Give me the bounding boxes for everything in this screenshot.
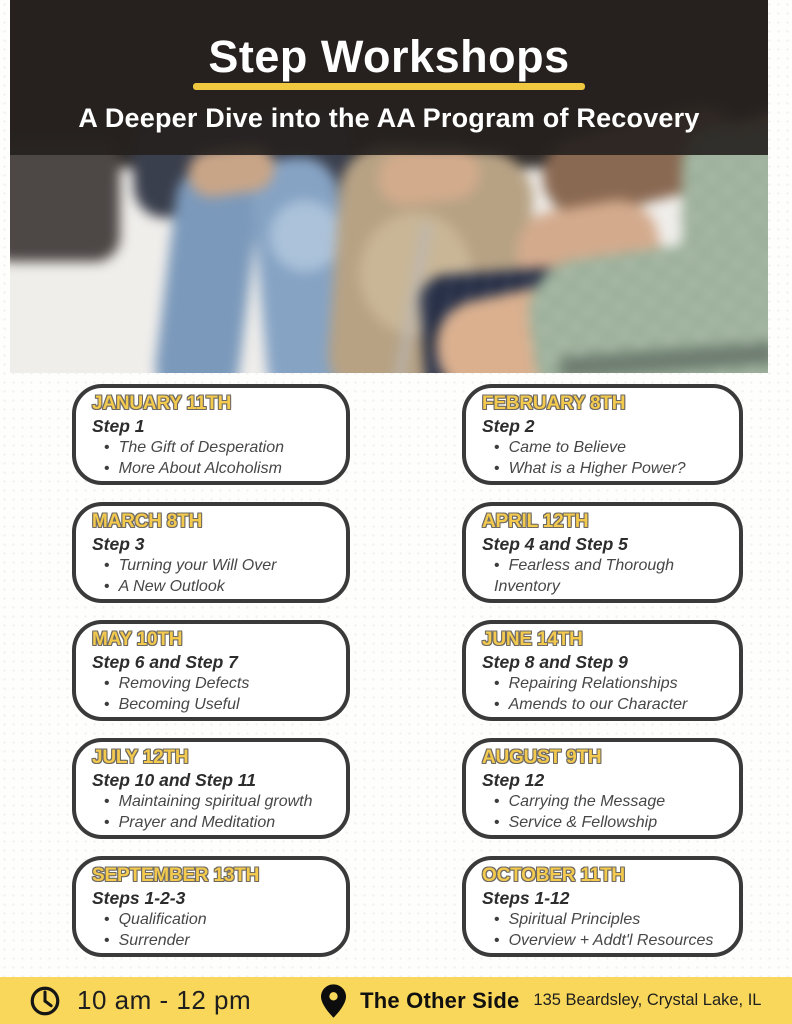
workshop-topic-list (482, 555, 727, 597)
workshop-topic: • Removing Defects (104, 673, 334, 694)
header-overlay (10, 0, 768, 155)
workshop-topic: • Turning your Will Over (104, 555, 334, 576)
workshop-grid (72, 384, 743, 957)
location-pin-icon (321, 984, 346, 1018)
footer-address: 135 Beardsley, Crystal Lake, IL (533, 991, 762, 1009)
footer-time: 10 am - 12 pm (77, 985, 252, 1015)
workshop-topic: • Carrying the Message (494, 791, 727, 812)
workshop-topic-list (92, 909, 334, 951)
workshop-topic: • What is a Higher Power? (494, 458, 727, 479)
workshop-date: JUNE 14TH (482, 629, 583, 650)
workshop-topic: • Surrender (104, 930, 334, 951)
workshop-card (72, 384, 350, 485)
workshop-date: SEPTEMBER 13TH (92, 865, 260, 886)
workshop-topic-list (92, 791, 334, 833)
photo-chair-left (10, 139, 120, 261)
workshop-topic: • Fearless and Thorough Inventory (494, 555, 727, 597)
workshop-topic-list (92, 555, 334, 597)
workshop-topic-list (482, 437, 727, 479)
workshop-step: Step 6 and Step 7 (92, 652, 238, 672)
workshop-card (462, 502, 743, 603)
workshop-step: Step 4 and Step 5 (482, 534, 628, 554)
workshop-topic: • Service & Fellowship (494, 812, 727, 833)
workshop-step: Step 8 and Step 9 (482, 652, 628, 672)
workshop-step: Step 3 (92, 534, 145, 554)
workshop-topic: • Came to Believe (494, 437, 727, 458)
workshop-card (462, 738, 743, 839)
workshop-card (72, 620, 350, 721)
workshop-step: Step 12 (482, 770, 545, 790)
workshop-topic-list (482, 673, 727, 715)
workshop-topic: • Prayer and Meditation (104, 812, 334, 833)
workshop-date: AUGUST 9TH (482, 747, 602, 768)
clock-icon (28, 984, 62, 1018)
workshop-topic-list (92, 673, 334, 715)
workshop-card (72, 856, 350, 957)
workshop-step: Step 1 (92, 416, 145, 436)
page-subtitle: A Deeper Dive into the AA Program of Recovery (78, 103, 700, 134)
workshop-card (72, 738, 350, 839)
workshop-step: Step 10 and Step 11 (92, 770, 257, 790)
workshop-step: Steps 1-2-3 (92, 888, 186, 908)
group-photo (10, 0, 768, 373)
workshop-date: MAY 10TH (92, 629, 183, 650)
workshop-card (462, 856, 743, 957)
footer-venue: The Other Side (360, 987, 520, 1013)
workshop-card (462, 620, 743, 721)
workshop-step: Step 2 (482, 416, 535, 436)
workshop-card (72, 502, 350, 603)
workshop-topic-list (92, 437, 334, 479)
workshop-topic: • Overview + Addt'l Resources (494, 930, 727, 951)
workshop-topic: • Amends to our Character (494, 694, 727, 715)
workshop-topic: • Maintaining spiritual growth (104, 791, 334, 812)
workshop-date: APRIL 12TH (482, 511, 589, 532)
workshop-topic: • A New Outlook (104, 576, 334, 597)
workshop-card (462, 384, 743, 485)
workshop-topic: • Qualification (104, 909, 334, 930)
workshop-topic: • Becoming Useful (104, 694, 334, 715)
workshop-date: JULY 12TH (92, 747, 189, 768)
workshop-topic: • More About Alcoholism (104, 458, 334, 479)
workshop-date: FEBRUARY 8TH (482, 393, 626, 414)
workshop-topic: • The Gift of Desperation (104, 437, 334, 458)
workshop-topic-list (482, 909, 727, 951)
footer-bar (0, 977, 792, 1024)
workshop-date: JANUARY 11TH (92, 393, 232, 414)
workshop-date: OCTOBER 11TH (482, 865, 625, 886)
workshop-topic: • Spiritual Principles (494, 909, 727, 930)
page-title: Step Workshops (208, 31, 570, 82)
workshop-date: MARCH 8TH (92, 511, 203, 532)
photo-jeans-knee (270, 200, 341, 271)
workshop-topic-list (482, 791, 727, 833)
workshop-topic: • Repairing Relationships (494, 673, 727, 694)
title-underline (193, 83, 585, 90)
workshop-step: Steps 1-12 (482, 888, 570, 908)
